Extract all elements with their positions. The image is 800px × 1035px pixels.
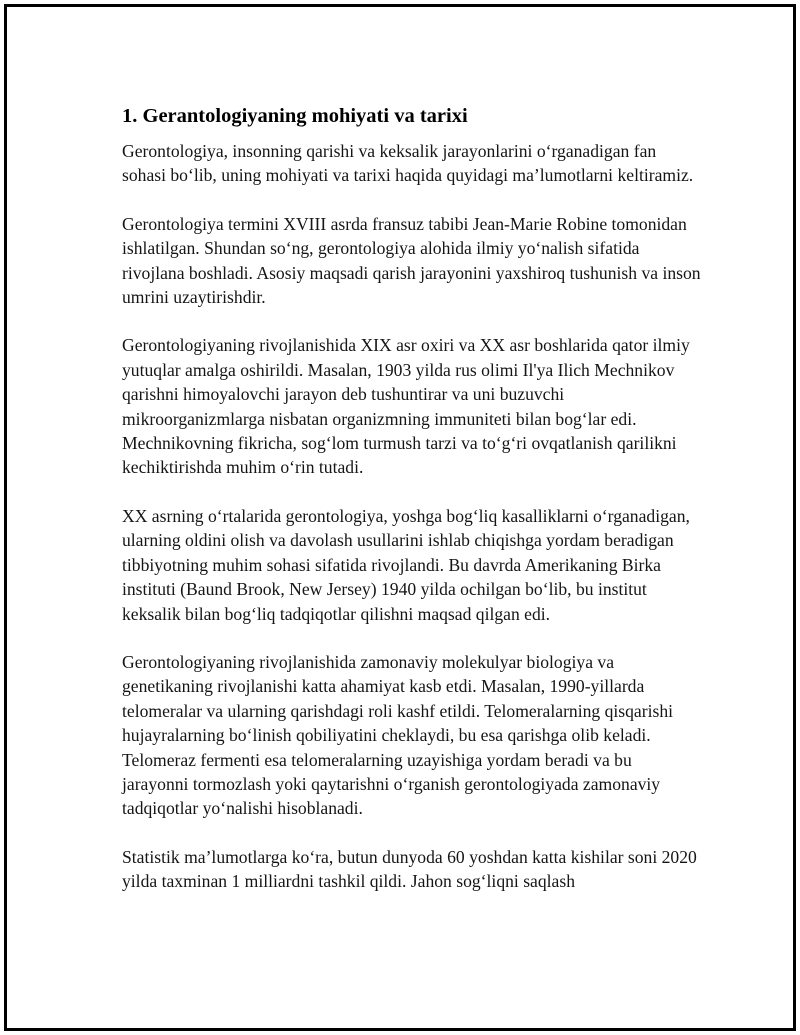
paragraph: Statistik ma’lumotlarga ko‘ra, butun dunyoda 60 yoshdan katta kishilar soni 2020 yilda taxminan 1 milliardni tashkil qildi. Jahon sog‘liqni saqlash: [122, 846, 697, 892]
paragraph: Gerontologiyaning rivojlanishida XIX asr oxiri va XX asr boshlarida qator ilmiy yutuqlar amalga oshirildi. Masalan, 1903 yilda rus olimi Il'ya Ilich Mechnikov qarishni himoyalovchi jarayon deb tushuntirar va uni buzuvchi mikroorganizmlarga nisbatan organizmning immuniteti bilan bog‘lar edi. Mechnikovning fikricha, sog‘lom turmush tarzi va to‘g‘ri ovqatlanish qarilikni kechiktirishda muhim o‘rin tutadi.: [122, 335, 690, 478]
page-frame: [4, 4, 796, 1031]
document-body: [122, 103, 702, 918]
paragraph: Gerontologiyaning rivojlanishida zamonaviy molekulyar biologiya va genetikaning rivojlanishi katta ahamiyat kasb etdi. Masalan, 1990-yillarda telomeralar va ularning qarishdagi roli kashf etildi. Telomeralarning qisqarishi hujayralarning bo‘linish qobiliyatini cheklaydi, bu esa qarishga olib keladi. Telomeraz fermenti esa telomeralarning uzayishiga yordam beradi va bu jarayonni tormozlash yoki qaytarishni o‘rganish gerontologiyada zamonaviy tadqiqotlar yo‘nalishi hisoblanadi.: [122, 651, 674, 819]
paragraph: XX asrning o‘rtalarida gerontologiya, yoshga bog‘liq kasalliklarni o‘rganadigan, ularning oldini olish va davolash usullarini ishlab chiqishga yordam beradigan tibbiyotning muhim sohasi sifatida rivojlandi. Bu davrda Amerikaning Birka instituti (Baund Brook, New Jersey) 1940 yilda ochilgan bo‘lib, bu institut keksalik bilan bog‘liq tadqiqotlar qilishni maqsad qilgan edi.: [122, 505, 690, 624]
paragraph: Gerontologiya, insonning qarishi va keksalik jarayonlarini o‘rganadigan fan sohasi bo‘lib, uning mohiyati va tarixi haqida quyidagi ma’lumotlarni keltiramiz.: [122, 141, 694, 186]
paragraph: Gerontologiya termini XVIII asrda fransuz tabibi Jean-Marie Robine tomonidan ishlatilgan. Shundan so‘ng, gerontologiya alohida ilmiy yo‘nalish sifatida rivojlana boshladi. Asosiy maqsadi qarish jarayonini yaxshiroq tushunish va inson umrini uzaytirishdir.: [122, 213, 701, 308]
section-heading: 1. Gerantologiyaning mohiyati va tarixi: [122, 105, 468, 127]
